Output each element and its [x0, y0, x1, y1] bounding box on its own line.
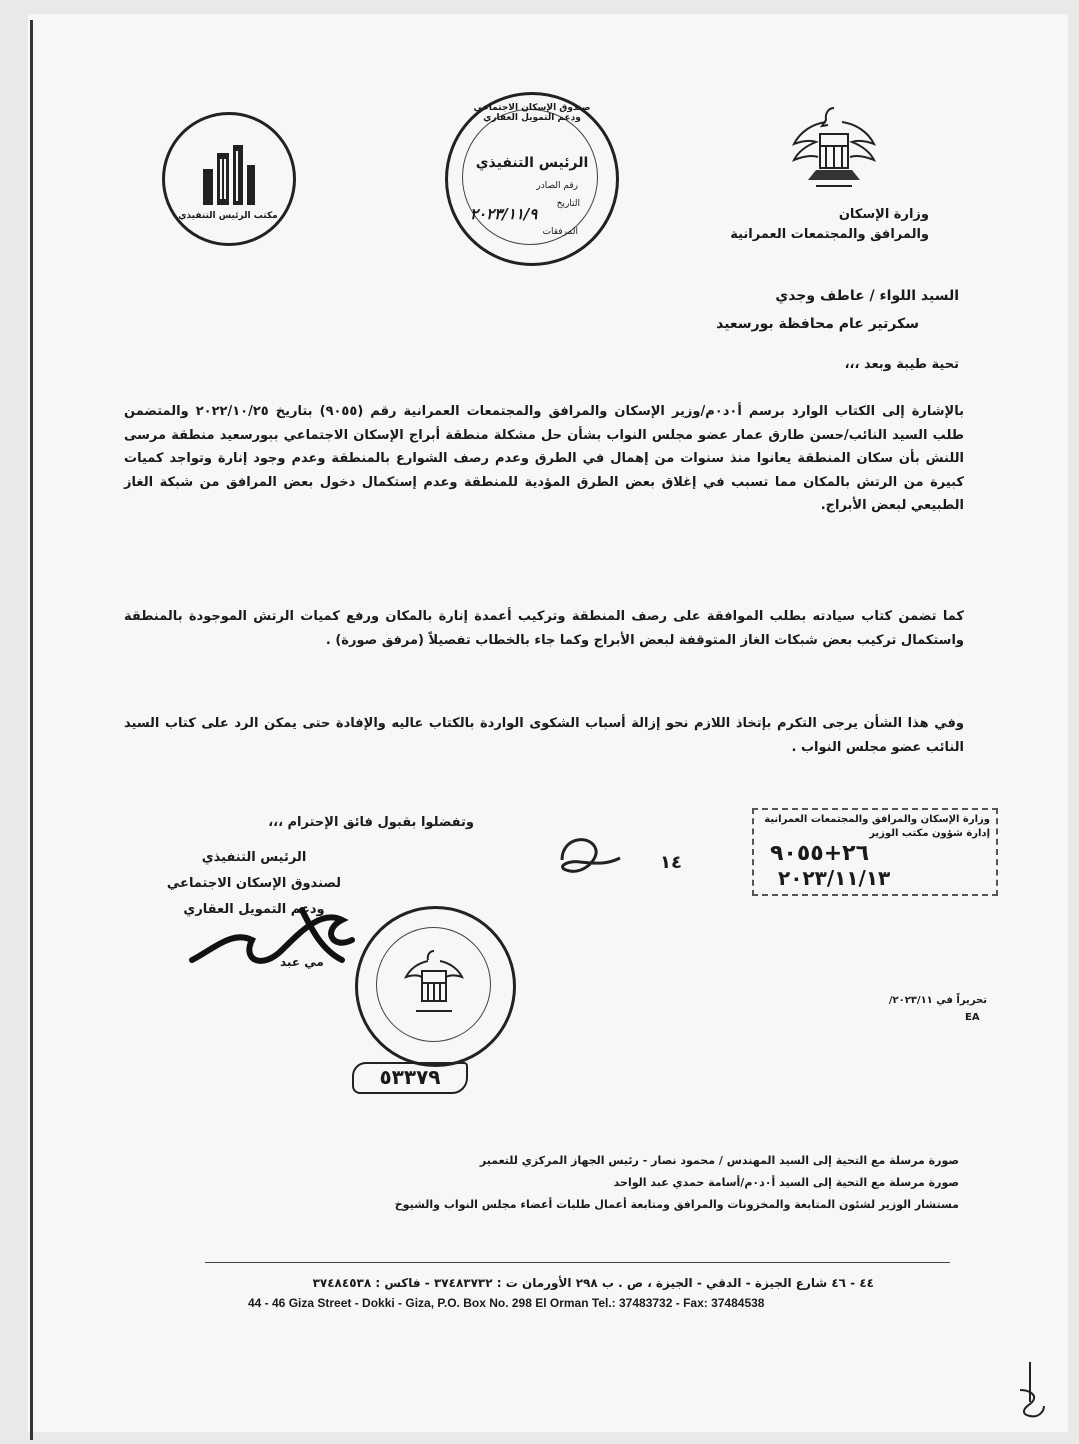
body-paragraph-1: بالإشارة إلى الكتاب الوارد برسم أ٠د٠م/وزير الإسكان والمرافق والمجتمعات العمرانية رقم (٩٠٥٥) بتاريخ ٢٠٢٢/١٠/٢٥ والمتضمن طلب السيد النائب/حسن طارق عمار عضو مجلس النواب بشأن حل مشكلة منطقة أبراج الإسكان الاجتماعي ببورسعيد منطقة مرسى اللنش بأن سكان المنطقة يعانوا منذ سنوات من إهمال في الطرق وعدم رصف الشوارع بالمنطقة وعدم وجود إنارة وتواجد كميات كبيرة من الرتش بالمكان مما تسبب في إغلاق بعض الطرق المؤدية للمنطقة وعدم إستكمال دخول بعض المرافق من شبكة الغاز الطبيعي لبعض الأبراج.	[124, 404, 964, 513]
stamp-title: الرئيس التنفيذي	[475, 155, 589, 171]
date-written-line: تحريراً في ٢٠٢٣/١١/	[888, 995, 987, 1006]
cc-line-2: صورة مرسلة مع التحية إلى السيد أ٠د٠م/أسامة حمدي عبد الواحد	[613, 1176, 959, 1189]
ministry-name: وزارة الإسكان	[838, 207, 929, 222]
stamp-date-value: ٢٠٢٣/١١/٩	[470, 205, 538, 223]
handwritten-initials-icon	[548, 820, 668, 890]
executive-office-stamp	[445, 92, 619, 266]
body-paragraph-3: وفي هذا الشأن يرجى التكرم بإتخاذ اللازم نحو إزالة أسباب الشكوى الواردة بالكتاب عاليه والإفادة حتى يمكن الرد على كتاب السيد النائب عضو مجلس النواب .	[124, 716, 964, 755]
ministry-subtitle: والمرافق والمجتمعات العمرانية	[730, 227, 929, 242]
signatory-org-line2: ودعم التمويل العقاري	[183, 902, 325, 917]
egypt-eagle-emblem-icon	[786, 100, 882, 200]
addressee-name: السيد اللواء / عاطف وجدي	[775, 288, 959, 304]
registry-stamp-number: ٢٦+٩٠٥٥	[770, 841, 870, 866]
addressee-title: سكرتير عام محافظة بورسعيد	[716, 316, 919, 332]
buildings-icon	[199, 141, 259, 207]
fund-logo-seal	[162, 112, 296, 246]
official-round-seal	[355, 906, 516, 1067]
cc-line-1: صورة مرسلة مع التحية إلى السيد المهندس / محمود نصار - رئيس الجهاز المركزي للتعمير	[479, 1154, 959, 1167]
corner-mark-icon	[1010, 1360, 1050, 1420]
footer-address-arabic: ٤٤ - ٤٦ شارع الجيزة - الدقي - الجيزة ، ص . ب ٢٩٨ الأورمان ت : ٣٧٤٨٣٧٣٢ - فاكس : ٣٧٤٨٤٥٣٨	[312, 1276, 874, 1290]
footer-divider	[205, 1262, 950, 1263]
registry-stamp	[752, 808, 998, 896]
registry-stamp-date: ٢٠٢٣/١١/١٣	[778, 866, 891, 890]
stamp-date-label: التاريخ	[556, 199, 580, 209]
page-edge-line	[30, 20, 33, 1440]
typist-initials: EA	[965, 1012, 980, 1023]
logo-caption: مكتب الرئيس التنفيذي	[178, 211, 278, 221]
footer-address-english: 44 - 46 Giza Street - Dokki - Giza, P.O. Box No. 298 El Orman Tel.: 37483732 - Fax: 37484538	[248, 1296, 765, 1310]
signatory-title: الرئيس التنفيذي	[201, 850, 307, 865]
cc-block	[199, 1150, 959, 1216]
addressee-block	[359, 282, 959, 338]
seal-eagle-icon	[404, 945, 464, 1025]
handwritten-number: ٥٣٣٧٩	[352, 1062, 468, 1094]
stamp-ring-text: صندوق الإسكان الاجتماعي ودعم التمويل العقاري	[473, 103, 591, 123]
cc-line-3: مستشار الوزير لشئون المتابعة والمخزونات والمرافق ومتابعة أعمال طلبات أعضاء مجلس النواب والشيوخ	[394, 1198, 959, 1211]
greeting-line: تحية طيبة وبعد ،،،	[844, 357, 959, 372]
closing-line: وتفضلوا بقبول فائق الإحترام ،،،	[268, 815, 474, 830]
handwritten-note: ١٤	[660, 852, 682, 873]
signatory-name: مي عبد	[280, 955, 324, 969]
body-paragraph-2: كما تضمن كتاب سيادته بطلب الموافقة على رصف المنطقة وتركيب أعمدة إنارة بالمكان ورفع كميات الرتش الموجودة بالمنطقة واستكمال تركيب بعض شبكات الغاز المتوقفة لبعض الأبراج وكما جاء بالخطاب تفصيلاً (مرفق صورة) .	[124, 609, 964, 648]
registry-stamp-office: إدارة شؤون مكتب الوزير	[869, 828, 990, 839]
registry-stamp-ministry: وزارة الإسكان والمرافق والمجتمعات العمرانية	[764, 814, 990, 825]
stamp-outgoing-label: رقم الصادر	[536, 181, 578, 191]
stamp-attachments-label: المرفقات	[542, 227, 578, 237]
signatory-org-line1: لصندوق الإسكان الاجتماعي	[166, 876, 342, 891]
ministry-header	[599, 205, 929, 245]
